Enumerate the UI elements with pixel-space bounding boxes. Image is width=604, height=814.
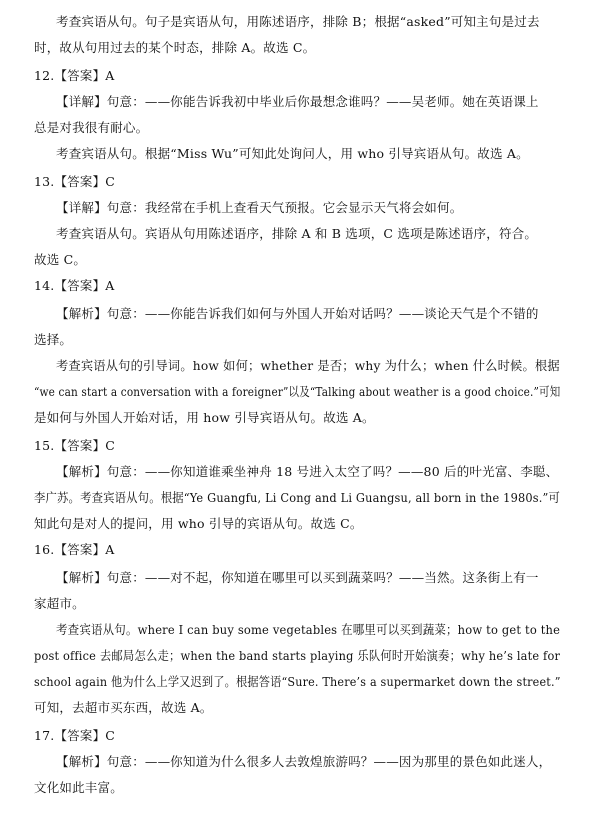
answer-heading: 14.【答案】A: [34, 278, 115, 293]
text-line: 【解析】句意：——你能告诉我们如何与外国人开始对话吗？——谈论天气是个不错的: [56, 306, 539, 321]
text-line: 总是对我很有耐心。: [34, 120, 149, 135]
answer-heading: 12.【答案】A: [34, 68, 115, 83]
text-line: 选择。: [34, 332, 73, 347]
text-line: 是如何与外国人开始对话，用 how 引导宾语从句。故选 A。: [34, 410, 375, 425]
text-line: 考查宾语从句的引导词。how 如何；whether 是否；why 为什么；when 什么时候。根据: [56, 358, 560, 373]
text-line: 文化如此丰富。: [34, 780, 123, 795]
text-line: post office 去邮局怎么走；when the band starts playing 乐队何时开始演奏；why he’s late for: [34, 648, 561, 663]
answer-heading: 15.【答案】C: [34, 438, 116, 453]
text-line: 可知，去超市买东西，故选 A。: [34, 700, 213, 715]
text-line: 时，故从句用过去的某个时态，排除 A。故选 C。: [34, 40, 316, 55]
text-line: 【解析】句意：——对不起，你知道在哪里可以买到蔬菜吗？——当然。这条街上有一: [56, 570, 539, 585]
text-line: 考查宾语从句。宾语从句用陈述语序，排除 A 和 B 选项，C 选项是陈述语序，符合。: [56, 226, 538, 241]
text-line: “we can start a conversation with a foreigner”以及“Talking about weather is a good choice.”可知: [34, 384, 561, 399]
text-line: 【详解】句意：——你能告诉我初中毕业后你最想念谁吗？——吴老师。她在英语课上: [56, 94, 539, 109]
text-line: 知此句是对人的提问，用 who 引导的宾语从句。故选 C。: [34, 516, 363, 531]
answer-heading: 17.【答案】C: [34, 728, 116, 743]
answer-heading: 16.【答案】A: [34, 542, 115, 557]
text-line: 【详解】句意：我经常在手机上查看天气预报。它会显示天气将会如何。: [56, 200, 463, 215]
text-line: 考查宾语从句。根据“Miss Wu”可知此处询问人，用 who 引导宾语从句。故选 A。: [56, 146, 529, 161]
text-line: 李广苏。考查宾语从句。根据“Ye Guangfu, Li Cong and Li Guangsu, all born in the 1980s.”可: [34, 490, 561, 505]
text-line: 考查宾语从句。where I can buy some vegetables 在哪里可以买到蔬菜；how to get to the: [56, 622, 561, 637]
text-line: 【解析】句意：——你知道谁乘坐神舟 18 号进入太空了吗？——80 后的叶光富、李聪、: [56, 464, 559, 479]
text-line: school again 他为什么上学又迟到了。根据答语“Sure. There’s a supermarket down the street.”: [34, 674, 561, 689]
text-line: 家超市。: [34, 596, 85, 611]
text-line: 故选 C。: [34, 252, 87, 267]
answer-heading: 13.【答案】C: [34, 174, 116, 189]
text-line: 考查宾语从句。句子是宾语从句，用陈述语序，排除 B；根据“asked”可知主句是过去: [56, 14, 540, 29]
text-line: 【解析】句意：——你知道为什么很多人去敦煌旅游吗？——因为那里的景色如此迷人，: [56, 754, 552, 769]
